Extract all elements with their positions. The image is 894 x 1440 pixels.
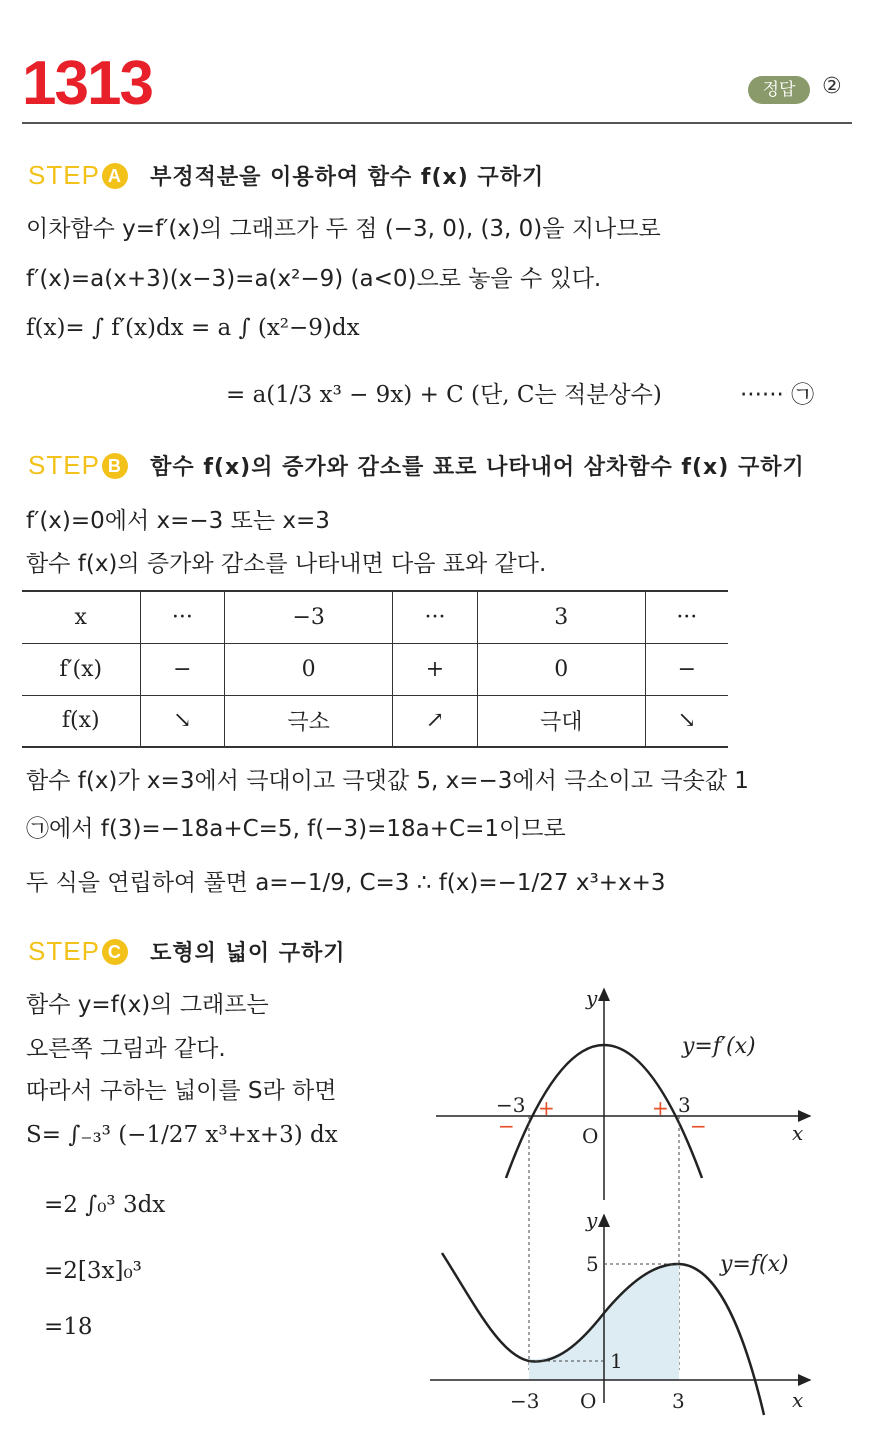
table-cell: ↘ bbox=[140, 695, 225, 747]
sign-table bbox=[22, 590, 728, 748]
bottom-tick-right: 3 bbox=[672, 1389, 685, 1413]
table-cell: ··· bbox=[393, 591, 478, 643]
step-b-line-1: f′(x)=0에서 x=−3 또는 x=3 bbox=[26, 508, 330, 534]
table-row bbox=[22, 695, 728, 747]
step-a-line-2: f′(x)=a(x+3)(x−3)=a(x²−9) (a<0)으로 놓을 수 있다. bbox=[26, 266, 602, 292]
step-b-line-5: 두 식을 연립하여 풀면 a=−1/9, C=3 ∴ f(x)=−1/27 x³+x+3 bbox=[26, 870, 666, 896]
step-a-label: STEP bbox=[28, 160, 100, 190]
table-cell: 극소 bbox=[225, 695, 393, 747]
top-tick-left: −3 bbox=[496, 1093, 526, 1117]
y-min-label: 1 bbox=[610, 1349, 623, 1373]
table-cell: f(x) bbox=[22, 695, 140, 747]
table-row bbox=[22, 591, 728, 643]
step-a-letter: A bbox=[102, 163, 128, 189]
step-b-title: 함수 f(x)의 증가와 감소를 표로 나타내어 삼차함수 f(x) 구하기 bbox=[150, 455, 805, 480]
top-origin-label: O bbox=[582, 1124, 599, 1148]
top-x-label: x bbox=[792, 1121, 804, 1145]
step-b-header bbox=[28, 450, 805, 481]
bottom-curve-label: y=f(x) bbox=[720, 1252, 789, 1277]
step-c-letter: C bbox=[102, 939, 128, 965]
table-cell: − bbox=[140, 643, 225, 695]
top-tick-right: 3 bbox=[678, 1093, 691, 1117]
table-cell: −3 bbox=[225, 591, 393, 643]
table-cell: ··· bbox=[645, 591, 728, 643]
step-a-line-4: = a(1/3 x³ − 9x) + C (단, C는 적분상수) bbox=[226, 382, 662, 408]
bottom-x-label: x bbox=[792, 1388, 804, 1412]
step-b-line-3: 함수 f(x)가 x=3에서 극대이고 극댓값 5, x=−3에서 극소이고 극솟값 1 bbox=[26, 768, 749, 794]
step-c-line-3: 따라서 구하는 넓이를 S라 하면 bbox=[26, 1078, 337, 1104]
table-cell: − bbox=[645, 643, 728, 695]
step-b-letter: B bbox=[102, 453, 128, 479]
bottom-tick-left: −3 bbox=[510, 1389, 540, 1413]
table-row bbox=[22, 643, 728, 695]
table-cell: x bbox=[22, 591, 140, 643]
step-a-title: 부정적분을 이용하여 함수 f(x) 구하기 bbox=[150, 165, 545, 190]
step-c-line-5: =2 ∫₀³ 3dx bbox=[44, 1192, 166, 1218]
bottom-origin-label: O bbox=[580, 1389, 597, 1413]
table-cell: 0 bbox=[477, 643, 645, 695]
plus-sign-right: + bbox=[652, 1096, 669, 1120]
step-c-line-6: =2[3x]₀³ bbox=[44, 1258, 142, 1284]
minus-sign-left: − bbox=[498, 1114, 515, 1138]
table-cell: ↘ bbox=[645, 695, 728, 747]
step-c-title: 도형의 넓이 구하기 bbox=[150, 941, 346, 966]
top-y-label: y bbox=[586, 986, 598, 1010]
step-c-label: STEP bbox=[28, 936, 100, 966]
table-cell: f′(x) bbox=[22, 643, 140, 695]
step-c-line-7: =18 bbox=[44, 1314, 93, 1340]
answer-value: ② bbox=[822, 74, 842, 99]
step-a-marker: ······ ㉠ bbox=[740, 382, 815, 408]
step-b-line-4: ㉠에서 f(3)=−18a+C=5, f(−3)=18a+C=1이므로 bbox=[26, 816, 566, 842]
plus-sign-left: + bbox=[538, 1096, 555, 1120]
header-rule bbox=[22, 122, 852, 124]
table-cell: 0 bbox=[225, 643, 393, 695]
bottom-graph bbox=[430, 1208, 810, 1415]
answer-badge: 정답 bbox=[748, 76, 810, 104]
step-b-label: STEP bbox=[28, 450, 100, 480]
bottom-y-label: y bbox=[586, 1208, 598, 1232]
top-curve-label: y=f′(x) bbox=[682, 1034, 756, 1059]
table-cell: ↗ bbox=[393, 695, 478, 747]
step-c-header bbox=[28, 936, 346, 967]
graphs-figure bbox=[420, 975, 880, 1435]
table-cell: 극대 bbox=[477, 695, 645, 747]
table-cell: ··· bbox=[140, 591, 225, 643]
problem-number: 1313 bbox=[22, 49, 152, 118]
minus-sign-right: − bbox=[690, 1114, 707, 1138]
step-a-line-1: 이차함수 y=f′(x)의 그래프가 두 점 (−3, 0), (3, 0)을 지나므로 bbox=[26, 216, 661, 242]
y-max-label: 5 bbox=[586, 1252, 599, 1276]
step-c-line-1: 함수 y=f(x)의 그래프는 bbox=[26, 992, 269, 1018]
step-a-header bbox=[28, 160, 544, 191]
step-a-line-3: f(x)= ∫ f′(x)dx = a ∫ (x²−9)dx bbox=[26, 315, 360, 341]
table-cell: 3 bbox=[477, 591, 645, 643]
step-b-line-2: 함수 f(x)의 증가와 감소를 나타내면 다음 표와 같다. bbox=[26, 551, 547, 577]
step-c-line-4: S= ∫₋₃³ (−1/27 x³+x+3) dx bbox=[26, 1122, 338, 1148]
step-c-line-2: 오른쪽 그림과 같다. bbox=[26, 1036, 226, 1062]
table-cell: + bbox=[393, 643, 478, 695]
